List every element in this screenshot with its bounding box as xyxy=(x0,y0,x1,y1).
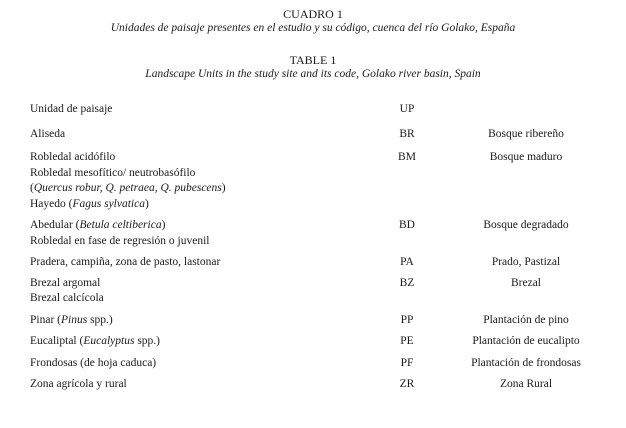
unit-name-text: spp.) xyxy=(87,313,113,326)
table-caption-title-en: TABLE 1 xyxy=(289,53,337,67)
unit-name-text: Eucaliptal ( xyxy=(30,335,84,347)
unit-name-cell xyxy=(30,118,378,143)
unit-name-text: Aliseda xyxy=(30,127,66,140)
table-caption-subtitle-es: Unidades de paisaje presentes en el estudio y su código, cuenca del río Golako, España xyxy=(110,22,516,34)
table-row xyxy=(30,142,616,212)
table-row xyxy=(30,249,616,271)
unit-name-text: Zona agrícola y rural xyxy=(30,378,127,390)
unit-name-text: Brezal argomal xyxy=(30,276,101,289)
unit-name-line xyxy=(30,197,378,213)
unit-name-text: Robledal mesofítico/ neutrobasófilo xyxy=(30,166,196,179)
unit-code-cell: ZR xyxy=(399,378,415,390)
unit-name-cell xyxy=(30,142,378,212)
unit-category-cell: Plantación de pino xyxy=(483,313,569,326)
landscape-units-table xyxy=(30,102,616,393)
unit-name-line xyxy=(30,181,378,197)
unit-category-cell: Bosque maduro xyxy=(489,151,563,163)
header-category xyxy=(436,102,616,118)
unit-name-line xyxy=(30,377,378,393)
unit-name-text: ) xyxy=(144,197,149,210)
unit-name-line xyxy=(30,127,378,143)
unit-name-text: Abedular ( xyxy=(30,219,80,231)
table-caption-subtitle-en: Landscape Units in the study site and its code, Golako river basin, Spain xyxy=(145,68,481,80)
unit-code-cell: PA xyxy=(400,256,414,268)
unit-name-text: Robledal en fase de regresión o juvenil xyxy=(30,234,210,247)
table-row xyxy=(30,307,616,329)
unit-name-text: ( xyxy=(30,182,34,194)
unit-name-text: Pinar ( xyxy=(30,313,61,326)
unit-name-cell xyxy=(30,271,378,307)
unit-name-cell xyxy=(30,371,378,393)
unit-category-cell: Plantación de eucalipto xyxy=(472,335,580,347)
unit-code-cell: BR xyxy=(399,127,415,140)
table-row xyxy=(30,371,616,393)
unit-code-cell: BZ xyxy=(399,276,415,289)
unit-code-cell: PP xyxy=(400,313,414,326)
unit-name-text: Frondosas (de hoja caduca) xyxy=(30,356,157,369)
unit-name-text: Robledal acidófilo xyxy=(30,151,116,163)
species-name: Pinus xyxy=(60,313,88,326)
unit-name-cell xyxy=(30,328,378,350)
unit-name-line xyxy=(30,334,378,350)
unit-code-cell: BD xyxy=(399,219,415,231)
unit-name-line xyxy=(30,218,378,234)
table-row xyxy=(30,328,616,350)
header-unit: Unidad de paisaje xyxy=(30,103,113,115)
table-header-row xyxy=(30,102,616,118)
unit-name-cell xyxy=(30,307,378,329)
table-body xyxy=(30,118,616,393)
table-row xyxy=(30,271,616,307)
unit-name-text: Hayedo ( xyxy=(30,197,73,210)
table-row xyxy=(30,350,616,372)
unit-name-line xyxy=(30,166,378,182)
unit-name-line xyxy=(30,356,378,372)
unit-name-text: Pradera, campiña, zona de pasto, lastonar xyxy=(30,256,221,268)
unit-code-cell: PF xyxy=(400,356,414,369)
unit-name-text: ) xyxy=(161,219,166,231)
unit-code-cell: BM xyxy=(398,151,416,163)
table-caption-title-es: CUADRO 1 xyxy=(283,7,343,21)
species-name: Fagus sylvatica xyxy=(72,197,145,210)
header-code: UP xyxy=(399,103,415,115)
unit-name-line xyxy=(30,255,378,271)
unit-name-text: Brezal calcícola xyxy=(30,292,104,304)
unit-category-cell: Prado, Pastizal xyxy=(491,256,561,268)
unit-category-cell: Bosque degradado xyxy=(483,219,569,231)
unit-category-cell: Bosque ribereño xyxy=(488,127,564,140)
unit-name-cell xyxy=(30,350,378,372)
unit-category-cell: Zona Rural xyxy=(499,378,553,390)
unit-name-cell xyxy=(30,249,378,271)
unit-name-line xyxy=(30,313,378,329)
unit-category-cell: Plantación de frondosas xyxy=(471,356,581,369)
unit-name-line xyxy=(30,234,378,250)
unit-code-cell: PE xyxy=(400,335,414,347)
unit-name-text: ) xyxy=(221,182,226,194)
table-row xyxy=(30,212,616,249)
unit-name-cell xyxy=(30,212,378,249)
unit-category-cell: Brezal xyxy=(510,276,541,289)
table-row xyxy=(30,118,616,143)
species-name: Quercus robur, Q. petraea, Q. pubescens xyxy=(33,182,222,194)
unit-name-line xyxy=(30,150,378,166)
species-name: Eucalyptus xyxy=(83,335,135,347)
unit-name-line xyxy=(30,276,378,292)
species-name: Betula celtiberica xyxy=(79,219,162,231)
unit-name-line xyxy=(30,291,378,307)
unit-name-text: spp.) xyxy=(134,335,160,347)
